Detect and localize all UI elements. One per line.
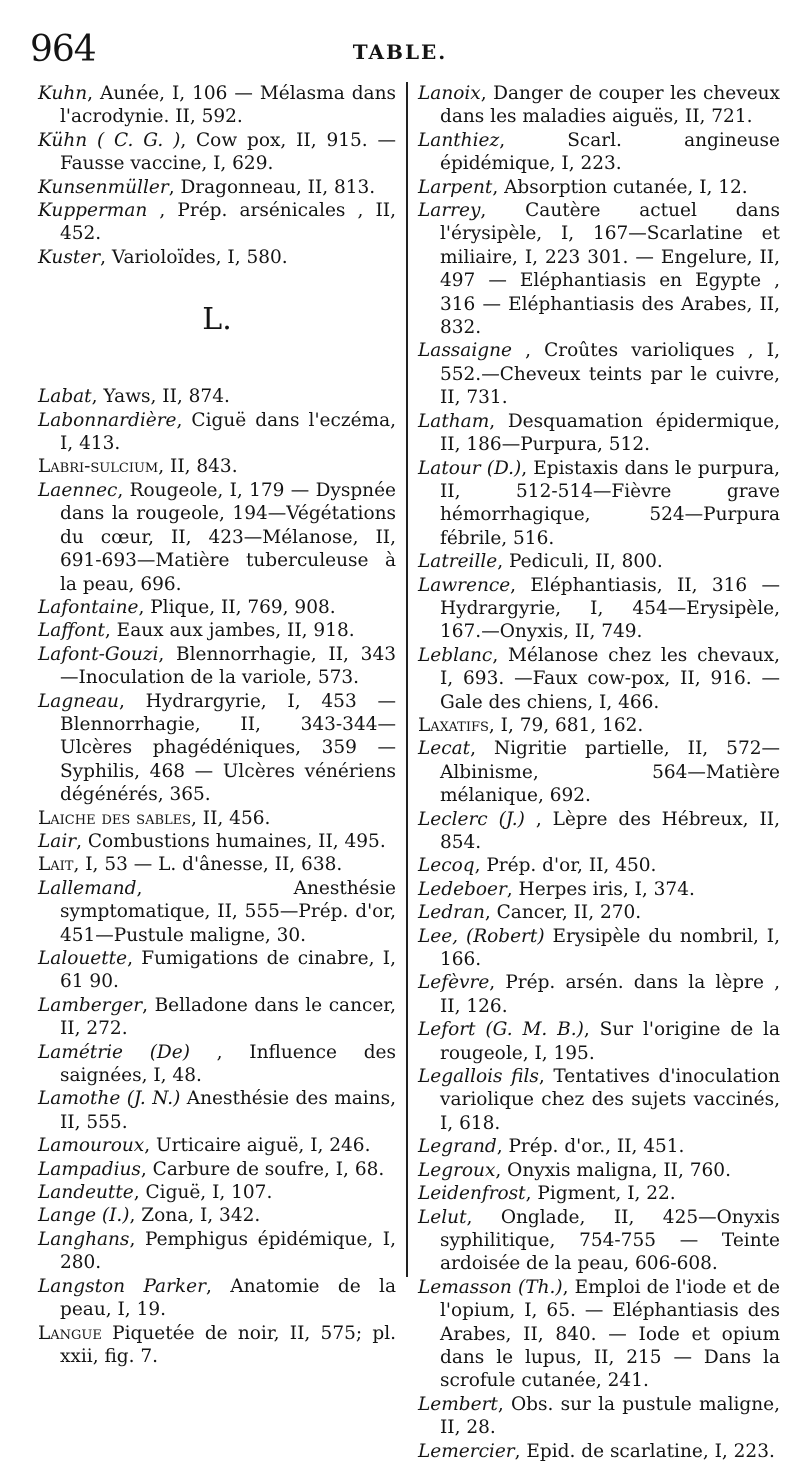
- index-entry: [418, 737, 780, 807]
- index-entry: [38, 129, 396, 176]
- index-entry: [418, 1182, 780, 1205]
- entry-references: , Influence des saignées, I, 48.: [60, 1041, 396, 1087]
- entry-name: Laxatifs: [418, 714, 489, 736]
- entry-name: Kuhn: [38, 83, 88, 104]
- entry-references: , Anesthésie symptomatique, II, 555—Prép. d'or, 451—Pustule maligne, 30.: [60, 877, 396, 946]
- entry-name: Legroux: [418, 1159, 496, 1181]
- entry-name: Langue: [38, 1322, 102, 1344]
- entry-name: Lemercier: [418, 1440, 515, 1462]
- entry-name: Lalouette: [38, 948, 128, 969]
- entry-name: Leidenfrost: [418, 1183, 526, 1205]
- index-entry: [38, 479, 396, 596]
- entry-references: , Mélanose chez les chevaux, I, 693. —Faux cow-pox, II, 916. — Gale des chiens, I, 466.: [440, 644, 780, 713]
- entry-references: , II, 456.: [191, 807, 271, 829]
- index-entry: [418, 971, 780, 1018]
- index-entry: [418, 854, 780, 877]
- entry-references: , Croûtes varioliques , I, 552.—Cheveux teints par le cuivre, II, 731.: [440, 340, 780, 409]
- index-entry: [418, 176, 780, 199]
- entry-name: Lange (I.): [38, 1205, 130, 1227]
- entry-name: Laiche des sables: [38, 807, 192, 829]
- entry-references: , Danger de couper les cheveux dans les maladies aiguës, II, 721.: [440, 83, 780, 128]
- entry-references: , Prép. arsénicales , II, 452.: [60, 200, 396, 245]
- index-entry: [418, 901, 780, 924]
- column-divider: [406, 82, 408, 1277]
- entry-references: , Onglade, II, 425—Onyxis syphilitique, 754-755 — Teinte ardoisée de la peau, 606-608.: [440, 1206, 780, 1275]
- entry-references: , Urticaire aiguë, I, 246.: [144, 1135, 371, 1157]
- index-entry: [38, 830, 396, 853]
- entry-references: , Cow pox, II, 915. — Fausse vaccine, I, 629.: [60, 129, 396, 175]
- index-entry: [418, 714, 780, 737]
- entry-references: Anesthésie des mains, II, 555.: [60, 1088, 397, 1133]
- index-entry: [38, 409, 396, 456]
- entry-name: Lembert: [418, 1393, 498, 1415]
- entry-name: Ledeboer: [418, 878, 507, 900]
- index-entry: [38, 1322, 396, 1369]
- entry-references: , Nigritie partielle, II, 572—Albinisme, 564—Matière mélanique, 692.: [440, 738, 780, 807]
- entry-references: , Ciguë, I, 107.: [133, 1182, 273, 1204]
- entry-references: , Pemphigus épidémique, I, 280.: [60, 1228, 396, 1274]
- entry-name: Kuster: [38, 246, 101, 268]
- entry-references: , Eaux aux jambes, II, 918.: [104, 620, 355, 642]
- index-entry: [418, 808, 780, 855]
- entry-references: , Aunée, I, 106 — Mélasma dans l'acrodynie. II, 592.: [60, 83, 396, 128]
- entry-references: , I, 79, 681, 162.: [488, 714, 644, 736]
- index-entry: [418, 457, 780, 551]
- index-entry: [418, 339, 780, 409]
- entries-k: [38, 82, 396, 269]
- entry-name: Lefèvre: [418, 972, 490, 994]
- entry-name: Lelut: [418, 1206, 467, 1228]
- entry-references: , Eléphantiasis, II, 316 —Hydrargyrie, I, 454—Erysipèle, 167.—Onyxis, II, 749.: [440, 574, 780, 643]
- index-entry: [418, 925, 780, 972]
- index-entry: [38, 807, 396, 830]
- index-entry: [38, 199, 396, 246]
- entry-references: , Prép. arsén. dans la lèpre , II, 126.: [440, 972, 780, 1017]
- entry-references: , Plique, II, 769, 908.: [138, 596, 336, 618]
- entry-references: , Absorption cutanée, I, 12.: [492, 176, 748, 198]
- index-entry: [38, 455, 396, 478]
- entry-references: , Hydrargyrie, I, 453 — Blennorrhagie, II, 343-344—Ulcères phagédéniques, 359 — Syphilis, 468 — Ulcères vénériens dégénérés, 365.: [60, 690, 396, 806]
- entry-references: , Rougeole, I, 179 — Dyspnée dans la rougeole, 194—Végétations du cœur, II, 423—Mélanose, II, 691-693—Matière tuberculeuse à la peau, 696.: [60, 479, 396, 595]
- entry-name: Legrand: [418, 1136, 497, 1158]
- entry-references: , Lèpre des Hébreux, II, 854.: [440, 808, 780, 853]
- entry-name: Langhans: [38, 1228, 130, 1250]
- entry-name: Latour (D.): [418, 457, 522, 479]
- entry-name: Labri-sulcium: [38, 456, 159, 478]
- entry-name: Lafont-Gouzi: [38, 643, 159, 665]
- entry-references: , Sur l'origine de la rougeole, I, 195.: [440, 1019, 780, 1064]
- entry-name: Latreille: [418, 551, 498, 573]
- entry-name: Kunsenmüller: [38, 176, 169, 198]
- entry-name: Lamberger: [38, 994, 143, 1016]
- entry-name: Lanoix: [418, 83, 481, 104]
- entry-name: Lamothe (J. N.): [38, 1088, 181, 1110]
- entry-name: Lampadius: [38, 1158, 141, 1180]
- index-entry: [38, 1204, 396, 1227]
- entry-name: Leblanc: [418, 644, 493, 666]
- entry-name: Lallemand: [38, 877, 137, 899]
- index-entry: [418, 550, 780, 573]
- entry-name: Lawrence: [418, 574, 511, 596]
- entry-references: , Epistaxis dans le purpura, II, 512-514—Fièvre grave hémorrhagique, 524—Purpura fébrile, 516.: [440, 457, 780, 549]
- index-entry: [418, 1018, 780, 1065]
- entry-name: Lamouroux: [38, 1135, 145, 1157]
- entry-name: Laennec: [38, 479, 118, 501]
- index-entry: [38, 853, 396, 876]
- entry-references: , II, 843.: [158, 456, 238, 478]
- entry-references: , Prép. d'or., II, 451.: [496, 1136, 685, 1158]
- index-entry: [418, 82, 780, 129]
- entry-name: Larpent: [418, 176, 493, 198]
- index-entry: [38, 643, 396, 690]
- entry-references: , Ciguë dans l'eczéma, I, 413.: [60, 409, 396, 455]
- index-entry: [38, 385, 396, 408]
- entry-name: Kühn ( C. G. ): [38, 129, 181, 151]
- entry-references: , Fumigations de cinabre, I, 61 90.: [60, 948, 396, 993]
- index-entry: [418, 129, 780, 176]
- index-entry: [38, 1134, 396, 1157]
- entries-l-continued: [418, 82, 780, 1463]
- index-entry: [418, 1065, 780, 1135]
- entry-name: Lait: [38, 854, 74, 876]
- entry-references: , Belladone dans le cancer, II, 272.: [60, 994, 396, 1040]
- entry-references: , Prép. d'or, II, 450.: [474, 855, 657, 877]
- entry-name: Legallois fils: [418, 1066, 539, 1088]
- entry-references: , Epid. de scarlatine, I, 223.: [514, 1440, 775, 1462]
- left-column: [38, 82, 396, 1368]
- index-entry: [418, 644, 780, 714]
- index-entry: [38, 596, 396, 619]
- index-entry: [38, 877, 396, 947]
- entry-references: , Emploi de l'iode et de l'opium, I, 65. — Eléphantiasis des Arabes, II, 840. — Iode et opium dans le lupus, II, 215 — Dans la scrofule cutanée, 241.: [440, 1276, 780, 1392]
- entry-references: , Blennorrhagie, II, 343—Inoculation de la variole, 573.: [60, 643, 396, 689]
- index-entry: [38, 619, 396, 642]
- entry-name: Lee, (Robert): [418, 925, 545, 947]
- index-entry: [38, 1275, 396, 1322]
- index-entry: [418, 1206, 780, 1276]
- entry-name: Lagneau: [38, 690, 119, 712]
- index-entry: [38, 1181, 396, 1204]
- entry-name: Lecoq: [418, 855, 475, 877]
- entry-name: Lair: [38, 830, 77, 852]
- entry-name: Lamétrie (De): [38, 1041, 190, 1063]
- entry-references: , Combustions humaines, II, 495.: [76, 830, 386, 852]
- index-entry: [418, 199, 780, 339]
- index-entry: [418, 574, 780, 644]
- index-entry: [418, 1135, 780, 1158]
- right-column: [418, 82, 780, 1463]
- entry-name: Lanthiez: [418, 129, 500, 151]
- entry-references: , Anatomie de la peau, I, 19.: [60, 1275, 396, 1321]
- entry-references: , Carbure de soufre, I, 68.: [140, 1158, 385, 1180]
- index-entry: [38, 994, 396, 1041]
- entry-name: Larrey: [418, 200, 481, 222]
- entry-name: Labonnardière: [38, 409, 177, 431]
- entry-references: , Dragonneau, II, 813.: [168, 176, 376, 198]
- entry-references: , Zona, I, 342.: [129, 1205, 261, 1227]
- index-entry: [38, 246, 396, 269]
- entry-name: Labat: [38, 386, 92, 408]
- index-entry: [418, 878, 780, 901]
- entry-name: Langston Parker: [38, 1275, 206, 1297]
- index-entry: [418, 1393, 780, 1440]
- entry-name: Landeutte: [38, 1182, 134, 1204]
- entry-references: Erysipèle du nombril, I, 166.: [440, 925, 780, 971]
- entry-references: , Yaws, II, 874.: [91, 386, 230, 408]
- entry-references: , Varioloïdes, I, 580.: [100, 246, 288, 268]
- entry-name: Kupperman: [38, 200, 148, 222]
- index-entry: [38, 690, 396, 807]
- entry-references: , Cancer, II, 270.: [484, 902, 642, 924]
- entry-name: Ledran: [418, 902, 485, 924]
- entry-references: , Onyxis maligna, II, 760.: [495, 1159, 731, 1181]
- entry-references: , Herpes iris, I, 374.: [506, 878, 695, 900]
- entry-name: Lefort (G. M. B.): [418, 1019, 584, 1041]
- index-entry: [38, 176, 396, 199]
- entry-references: , Cautère actuel dans l'érysipèle, I, 167—Scarlatine et miliaire, I, 223 301. — Engelure, II, 497 — Eléphantiasis en Egypte , 316 — Eléphantiasis des Arabes, II, 832.: [440, 200, 780, 339]
- entry-name: Leclerc (J.): [418, 808, 525, 830]
- index-entry: [418, 1276, 780, 1393]
- index-entry: [38, 1041, 396, 1088]
- index-entry: [38, 1228, 396, 1275]
- index-entry: [418, 1159, 780, 1182]
- entry-references: , Desquamation épidermique, II, 186—Purpura, 512.: [440, 410, 780, 456]
- entry-name: Lecat: [418, 738, 471, 760]
- index-entry: [38, 947, 396, 994]
- entry-references: , Tentatives d'inoculation variolique chez des sujets vaccinés, I, 618.: [440, 1066, 781, 1134]
- entry-references: , I, 53 — L. d'ânesse, II, 638.: [73, 854, 343, 876]
- index-entry: [38, 1158, 396, 1181]
- entry-name: Laffont: [38, 620, 105, 642]
- entry-references: , Obs. sur la pustule maligne, II, 28.: [440, 1393, 780, 1439]
- page-number: 964: [30, 29, 96, 70]
- entry-name: Lafontaine: [38, 596, 139, 618]
- running-title: TABLE.: [352, 40, 448, 64]
- entry-name: Lassaigne: [418, 340, 512, 362]
- index-entry: [38, 82, 396, 129]
- section-letter-heading: L.: [202, 302, 232, 338]
- index-entry: [418, 1440, 780, 1463]
- entry-references: , Scarl. angineuse épidémique, I, 223.: [440, 129, 780, 175]
- entry-references: , Pediculi, II, 800.: [497, 551, 663, 573]
- index-entry: [38, 1087, 396, 1134]
- entry-references: , Pigment, I, 22.: [525, 1183, 676, 1205]
- entry-references: Piquetée de noir, II, 575; pl. xxii, fig. 7.: [60, 1322, 396, 1367]
- entry-name: Lemasson (Th.): [418, 1276, 563, 1298]
- entry-name: Latham: [418, 410, 490, 432]
- index-entry: [418, 410, 780, 457]
- entries-l: [38, 385, 396, 1368]
